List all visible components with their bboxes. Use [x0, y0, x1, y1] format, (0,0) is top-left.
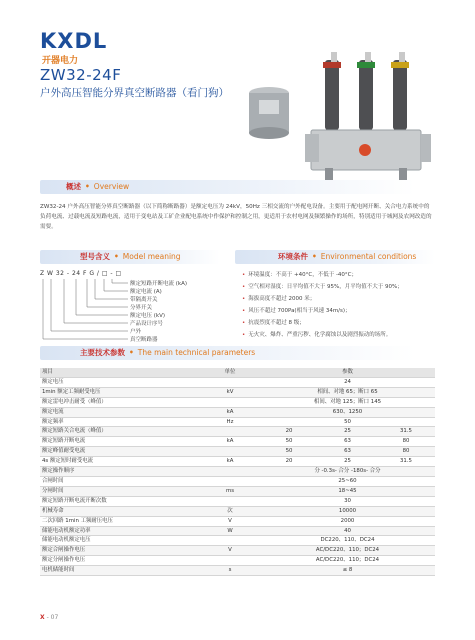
cell-item: 二次回路 1min 工频耐压电压	[40, 516, 200, 526]
tech-title-en: The main technical parameters	[137, 348, 256, 357]
cell-param: 80	[377, 447, 435, 457]
environment-title-cn: 环境条件	[278, 252, 308, 261]
cell-param: 20	[260, 427, 318, 437]
cell-item: 电机储能时间	[40, 566, 200, 576]
cell-unit	[200, 427, 260, 437]
model-label-6: 产品设计序号	[130, 321, 164, 327]
table-row	[40, 467, 435, 477]
model-meaning-heading: 型号含义 • Model meaning	[80, 252, 181, 261]
cell-item: 额定操作顺序	[40, 467, 200, 477]
table-row	[40, 397, 435, 407]
cell-param: 相间、对地 65；断口 65	[260, 387, 435, 397]
cell-item: 额定短路开断电流开断次数	[40, 496, 200, 506]
company-logo	[40, 30, 110, 70]
cell-item: 额定雷电冲击耐受（峰值）	[40, 397, 200, 407]
tech-params-heading: 主要技术参数 • The main technical parameters	[80, 348, 256, 357]
cell-unit: V	[200, 546, 260, 556]
product-photo	[245, 50, 440, 195]
cell-param: AC/DC220、110；DC24	[260, 546, 435, 556]
cell-unit: ms	[200, 486, 260, 496]
cell-item: 额定频率	[40, 417, 200, 427]
model-label-7: 户外	[130, 329, 142, 335]
spec-table	[40, 368, 435, 576]
cell-param: AC/DC220、110；DC24	[260, 556, 435, 566]
environment-item: • 抗震烈度不超过 8 级；	[242, 320, 305, 326]
overview-heading: 概述 • Overview	[66, 182, 130, 191]
cell-unit: W	[200, 526, 260, 536]
cell-param: 25	[318, 427, 377, 437]
cell-param: 24	[260, 377, 435, 387]
cell-param: 50	[260, 447, 318, 457]
cell-unit	[200, 447, 260, 457]
cell-item: 分闸时间	[40, 486, 200, 496]
cell-param: 2000	[260, 516, 435, 526]
model-code-leader-lines	[40, 276, 130, 346]
cell-item: 额定合闸操作电压	[40, 546, 200, 556]
table-row	[40, 417, 435, 427]
cell-item: 4s 额定短时耐受电流	[40, 457, 200, 467]
cell-param: 20	[260, 457, 318, 467]
cell-unit	[200, 556, 260, 566]
cell-unit	[200, 496, 260, 506]
cell-unit: kA	[200, 437, 260, 447]
overview-text: ZW32-24 户外高压智能分界真空断路器（以下简称断路器）是额定电压为 24kV，50Hz 三相交流的户外配电设备。主要用于配电网开断、关合电力系统中的负荷电流、过载电流及短路电流，适用于变电站及工矿企业配电系统中作保护和控制之用，更适用于农村电网及频繁操作的场所，特别适用于城网及农网改造的需要。	[40, 204, 432, 230]
cell-item: 机械寿命	[40, 506, 200, 516]
cell-unit: s	[200, 566, 260, 576]
cell-item: 额定峰值耐受电流	[40, 447, 200, 457]
product-subtitle: 户外高压智能分界真空断路器（看门狗）	[40, 87, 229, 99]
cell-item: 额定电流	[40, 407, 200, 417]
cell-param: ≤ 8	[260, 566, 435, 576]
environment-item: • 风压不超过 700Pa(相当于风速 34m/s)；	[242, 308, 351, 314]
model-label-5: 额定电压 (kV)	[130, 313, 165, 319]
model-meaning-title-cn: 型号含义	[80, 252, 110, 261]
table-row	[40, 486, 435, 496]
cell-param: 80	[377, 437, 435, 447]
overview-title-cn: 概述	[66, 182, 81, 191]
environment-item: • 海拔高度不超过 2000 米；	[242, 296, 316, 302]
cell-param: 25	[318, 457, 377, 467]
logo-text: KXDL	[40, 29, 108, 53]
cell-param: 30	[260, 496, 435, 506]
cell-param: 相间、对地 125；断口 145	[260, 397, 435, 407]
cell-unit: kV	[200, 387, 260, 397]
model-code: Z W 32 - 24 F G / □ - □	[40, 270, 122, 277]
cell-param: 50	[260, 437, 318, 447]
model-label-1: 额定短路开断电流 (kA)	[130, 281, 187, 287]
cell-param: 63	[318, 447, 377, 457]
cell-item: 1min 额定工频耐受电压	[40, 387, 200, 397]
cell-param: 25~60	[260, 476, 435, 486]
model-label-4: 分界开关	[130, 305, 153, 311]
environment-item: • 无火灾、爆炸、严重污秽、化学腐蚀以及剧烈振动的场所。	[242, 332, 392, 338]
cell-item: 额定电压	[40, 377, 200, 387]
cell-param: 50	[260, 417, 435, 427]
table-row	[40, 407, 435, 417]
cell-unit	[200, 377, 260, 387]
cell-unit: V	[200, 516, 260, 526]
model-meaning-title-en: Model meaning	[122, 252, 181, 261]
cell-unit	[200, 476, 260, 486]
cell-item: 合闸时间	[40, 476, 200, 486]
cell-unit: kA	[200, 457, 260, 467]
header-item: 项目	[40, 368, 200, 377]
table-row	[40, 506, 435, 516]
cell-param: DC220、110、DC24	[260, 536, 435, 546]
table-row	[40, 437, 435, 447]
table-row	[40, 546, 435, 556]
table-row	[40, 476, 435, 486]
cell-unit: kA	[200, 407, 260, 417]
header-unit: 单位	[200, 368, 260, 377]
model-label-8: 真空断路器	[130, 337, 158, 343]
cell-item: 额定分闸操作电压	[40, 556, 200, 566]
table-row	[40, 496, 435, 506]
environment-item: • 空气相对湿度：日平均值不大于 95%，月平均值不大于 90%；	[242, 284, 403, 290]
logo-subtext: 开器电力	[42, 56, 79, 66]
table-row	[40, 526, 435, 536]
cell-unit	[200, 536, 260, 546]
cell-item: 额定短路关合电流（峰值）	[40, 427, 200, 437]
product-title: ZW32-24F	[40, 66, 122, 84]
cell-param: 18~45	[260, 486, 435, 496]
cell-unit: 次	[200, 506, 260, 516]
table-row	[40, 457, 435, 467]
table-row	[40, 566, 435, 576]
table-row	[40, 556, 435, 566]
cell-param: 31.5	[377, 457, 435, 467]
spec-table-header	[40, 368, 435, 377]
table-row	[40, 516, 435, 526]
cell-param: 40	[260, 526, 435, 536]
cell-item: 储能电动机额定功率	[40, 526, 200, 536]
tech-title-cn: 主要技术参数	[80, 348, 125, 357]
cell-unit	[200, 467, 260, 477]
environment-heading: 环境条件 • Environmental conditions	[278, 252, 417, 261]
cell-item: 额定短路开断电流	[40, 437, 200, 447]
table-row	[40, 387, 435, 397]
page-number: X - 07	[40, 614, 59, 621]
model-label-2: 额定电流 (A)	[130, 289, 162, 295]
environment-item: • 环境温度：不高于 +40°C，不低于 -40°C；	[242, 272, 358, 278]
table-row	[40, 377, 435, 387]
cell-param: 63	[318, 437, 377, 447]
cell-param: 31.5	[377, 427, 435, 437]
table-row	[40, 536, 435, 546]
model-label-3: 带隔离开关	[130, 297, 158, 303]
cell-param: 10000	[260, 506, 435, 516]
header-param: 参数	[260, 368, 435, 377]
cell-param: 630、1250	[260, 407, 435, 417]
cell-unit	[200, 397, 260, 407]
table-row	[40, 447, 435, 457]
cell-unit: Hz	[200, 417, 260, 427]
cell-param: 分 -0.3s- 合分 -180s- 合分	[260, 467, 435, 477]
overview-title-en: Overview	[93, 182, 130, 191]
cell-item: 储能电动机额定电压	[40, 536, 200, 546]
environment-title-en: Environmental conditions	[320, 252, 417, 261]
table-row	[40, 427, 435, 437]
